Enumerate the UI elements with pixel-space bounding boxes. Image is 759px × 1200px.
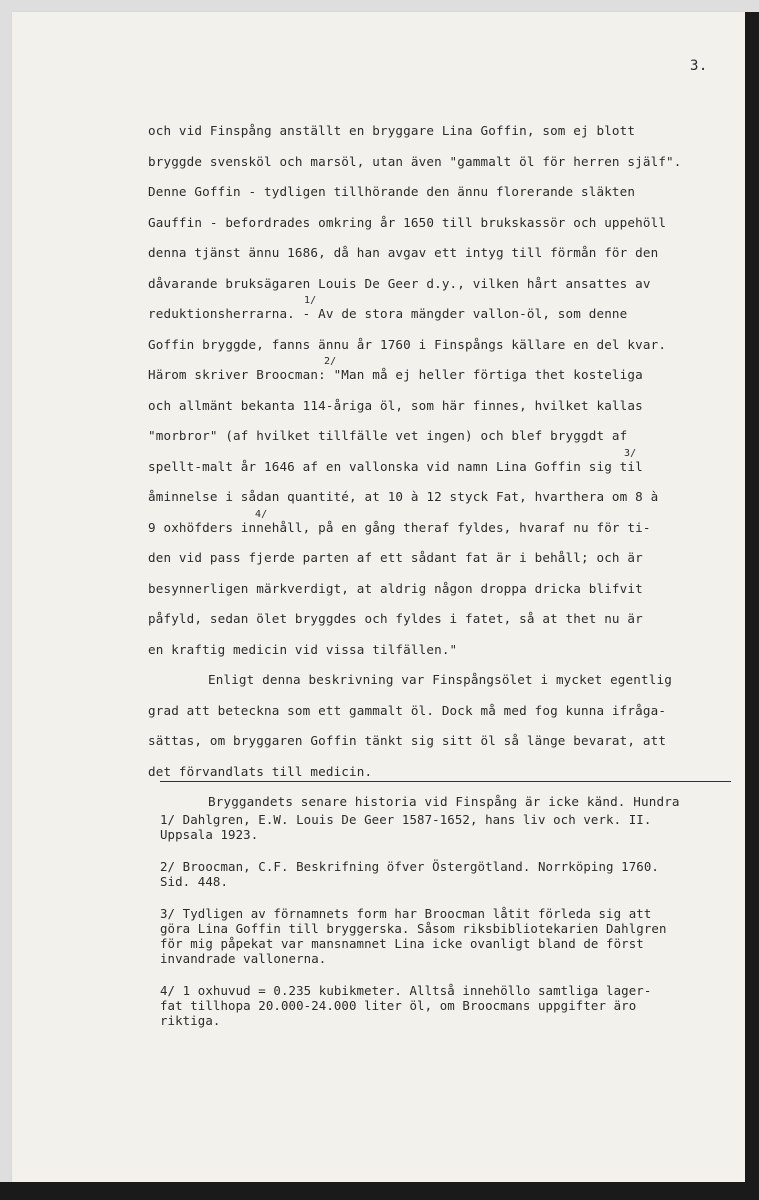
body-line-part: sig til bbox=[581, 458, 643, 474]
footnote-marker-2: 2/ bbox=[324, 356, 337, 367]
footnote-4 bbox=[160, 983, 730, 1028]
body-line: och vid Finspång anställt en bryggare Lina Goffin, som ej blott bbox=[148, 123, 636, 138]
footnote-line: Sid. 448. bbox=[160, 874, 229, 889]
scan-border-right bbox=[745, 12, 759, 1200]
footnote-line: fat tillhopa 20.000-24.000 liter öl, om Broocmans uppgifter äro bbox=[160, 998, 637, 1013]
body-line: dåvarande bruksägaren Louis De Geer d.y., vilken hårt ansattes av bbox=[148, 275, 651, 291]
body-line bbox=[148, 356, 728, 391]
footnote-line: 2/ Broocman, C.F. Beskrifning öfver Östergötland. Norrköping 1760. bbox=[160, 859, 659, 874]
body-line: besynnerligen märkverdigt, at aldrig någon droppa dricka blifvit bbox=[148, 580, 643, 596]
body-line bbox=[148, 295, 728, 330]
footnote-line: Uppsala 1923. bbox=[160, 827, 259, 842]
body-line: Gauffin - befordrades omkring år 1650 till brukskassör och uppehöll bbox=[148, 214, 667, 230]
footnote-marker-1: 1/ bbox=[304, 295, 317, 306]
body-line: det förvandlats till medicin. bbox=[148, 763, 373, 779]
footnotes bbox=[160, 812, 730, 1045]
footnote-3 bbox=[160, 906, 730, 966]
body-line bbox=[148, 508, 728, 544]
footnote-divider bbox=[160, 781, 731, 782]
footnote-1 bbox=[160, 812, 730, 842]
body-line: och allmänt bekanta 114-åriga öl, som här finnes, hvilket kallas bbox=[148, 397, 643, 413]
body-text bbox=[148, 116, 728, 818]
body-line: Goffin bryggde, fanns ännu år 1760 i Finspångs källare en del kvar. bbox=[148, 336, 667, 352]
body-line: Denne Goffin - tydligen tillhörande den ännu florerande släkten bbox=[148, 184, 636, 199]
body-line-part: innehåll, på en gång theraf fyldes, hvaraf nu för ti- bbox=[233, 519, 651, 535]
body-line-part: spellt-malt år 1646 af en vallonska vid namn Lina Goffin bbox=[148, 458, 581, 474]
body-line: åminnelse i sådan quantité, at 10 à 12 styck Fat, hvarthera om 8 à bbox=[148, 489, 659, 504]
body-line-part: 9 oxhöfders bbox=[148, 519, 234, 535]
body-line: sättas, om bryggaren Goffin tänkt sig sitt öl så länge bevarat, att bbox=[148, 733, 667, 748]
body-line: Bryggandets senare historia vid Finspång är icke känd. Hundra bbox=[208, 794, 680, 809]
body-line: bryggde svensköl och marsöl, utan även "gammalt öl för herren själf". bbox=[148, 153, 682, 169]
body-line bbox=[148, 447, 728, 483]
body-line-part: reduktionsherrarna. bbox=[148, 306, 295, 321]
footnote-marker-4: 4/ bbox=[255, 508, 268, 520]
body-line-part: "Man må ej heller förtiga thet kosteliga bbox=[325, 367, 643, 382]
body-line: en kraftig medicin vid vissa tilfällen." bbox=[148, 641, 458, 657]
footnote-line: 4/ 1 oxhuvud = 0.235 kubikmeter. Alltså innehöllo samtliga lager- bbox=[160, 983, 652, 998]
body-line-part: Härom skriver Broocman: bbox=[148, 367, 326, 382]
page-number: 3. bbox=[690, 58, 708, 74]
footnote-line: göra Lina Goffin till bryggerska. Såsom riksbibliotekarien Dahlgren bbox=[160, 921, 667, 936]
footnote-marker-3: 3/ bbox=[624, 447, 637, 459]
body-line: "morbror" (af hvilket tillfälle vet ingen) och blef bryggdt af bbox=[148, 428, 628, 443]
footnote-line: 3/ Tydligen av förnamnets form har Broocman låtit förleda sig att bbox=[160, 906, 652, 921]
body-line: påfyld, sedan ölet bryggdes och fyldes i fatet, så at thet nu är bbox=[148, 611, 643, 626]
body-line: den vid pass fjerde parten af ett sådant fat är i behåll; och är bbox=[148, 550, 643, 565]
body-line: Enligt denna beskrivning var Finspångsölet i mycket egentlig bbox=[208, 672, 672, 687]
body-line: grad att beteckna som ett gammalt öl. Dock må med fog kunna ifråga- bbox=[148, 702, 667, 718]
body-line-part: - Av de stora mängder vallon-öl, som denne bbox=[294, 306, 628, 321]
footnote-2 bbox=[160, 859, 730, 889]
footnote-line: invandrade vallonerna. bbox=[160, 951, 327, 966]
scan-border-bottom bbox=[0, 1182, 759, 1200]
body-line: denna tjänst ännu 1686, då han avgav ett intyg till förmån för den bbox=[148, 245, 659, 260]
footnote-line: riktiga. bbox=[160, 1013, 221, 1028]
footnote-line: 1/ Dahlgren, E.W. Louis De Geer 1587-1652, hans liv och verk. II. bbox=[160, 812, 652, 827]
footnote-line: för mig påpekat var mansnamnet Lina icke ovanligt bland de först bbox=[160, 936, 644, 951]
